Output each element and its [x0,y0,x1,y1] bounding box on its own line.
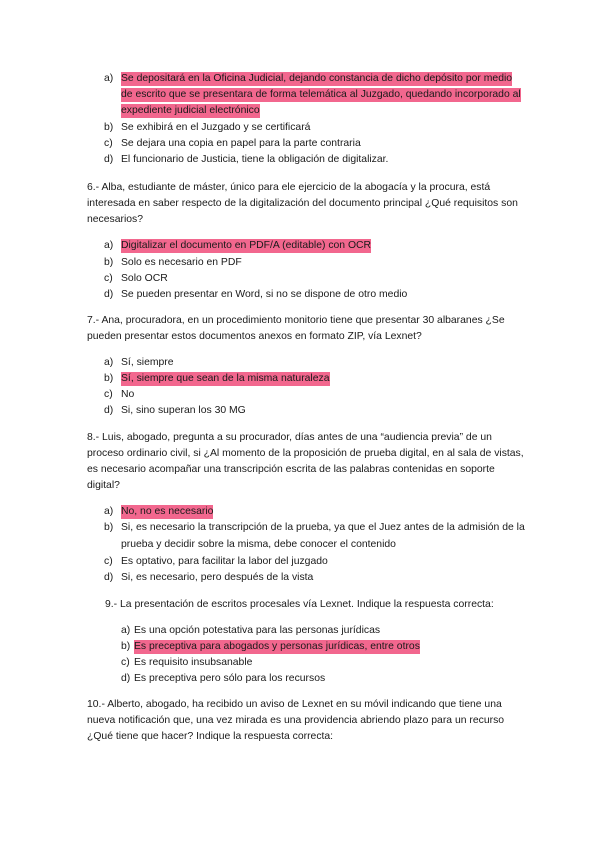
option-text: No, no es necesario [121,506,214,517]
option-letter: b) [104,522,114,533]
question-text-line: 9.- La presentación de escritos procesales vía Lexnet. Indique la respuesta correcta: [105,599,494,610]
option-letter: c) [121,657,130,668]
question-text-line: digital? [87,480,120,491]
option-letter: d) [104,154,114,165]
option-letter: b) [104,257,114,268]
option-text: Se dejara una copia en papel para la parte contraria [121,138,361,149]
option-text: Es preceptiva para abogados y personas jurídicas, entre otros [134,641,420,652]
option-text: Se pueden presentar en Word, si no se dispone de otro medio [121,289,408,300]
option-text: Es una opción potestativa para las personas jurídicas [134,625,381,636]
option-text-line: expediente judicial electrónico [121,105,260,116]
option-text: Sí, siempre [121,357,174,368]
option-text: Se exhibirá en el Juzgado y se certificará [121,122,311,133]
option-text: No [121,389,135,400]
question-text-line: 8.- Luis, abogado, pregunta a su procurador, días antes de una “audiencia previa” de un [87,432,492,443]
option-letter: c) [104,273,113,284]
question-text-line: 10.- Alberto, abogado, ha recibido un aviso de Lexnet en su móvil indicando que tiene una [87,699,502,710]
option-letter: c) [104,389,113,400]
question-text-line: proceso ordinario civil, si ¿Al momento de la proposición de prueba digital, en al sala de vistas, [87,448,524,459]
option-letter: d) [121,673,131,684]
question-text-line: necesarios? [87,214,144,225]
option-text: Si, sino superan los 30 MG [121,405,246,416]
question-text-line: es necesario acompañar una transcripción escrita de las palabras contenidas en soporte [87,464,495,475]
option-text: Es preceptiva pero sólo para los recursos [134,673,326,684]
option-text: Es requisito insubsanable [134,657,253,668]
option-text: El funcionario de Justicia, tiene la obligación de digitalizar. [121,154,389,165]
option-letter: a) [104,240,114,251]
option-letter: b) [121,641,131,652]
option-text-line: Si, es necesario la transcripción de la prueba, ya que el Juez antes de la admisión de la [121,522,525,533]
option-text: Si, es necesario, pero después de la vista [121,572,314,583]
question-text-line: 7.- Ana, procuradora, en un procedimiento monitorio tiene que presentar 30 albaranes ¿Se [87,315,505,326]
question-text-line: 6.- Alba, estudiante de máster, único para ele ejercicio de la abogacía y la procura, está [87,182,491,193]
option-text: Sí, siempre que sean de la misma naturaleza [121,373,330,384]
option-text-line: prueba y decidir sobre la misma, debe conocer el contenido [121,539,396,550]
option-text: Solo es necesario en PDF [121,257,242,268]
question-text-line: pueden presentar estos documentos anexos en formato ZIP, vía Lexnet? [87,331,422,342]
option-letter: a) [104,73,114,84]
option-letter: b) [104,122,114,133]
option-text-line: de escrito que se presentara de forma telemática al Juzgado, quedando incorporado al [121,89,521,100]
option-text: Digitalizar el documento en PDF/A (editable) con OCR [121,240,372,251]
option-text: Solo OCR [121,273,168,284]
question-text-line: ¿Qué tiene que hacer? Indique la respuesta correcta: [87,731,334,742]
option-text-line: Se depositará en la Oficina Judicial, dejando constancia de dicho depósito por medio [121,73,513,84]
option-letter: a) [104,357,114,368]
option-letter: d) [104,572,114,583]
option-text: Es optativo, para facilitar la labor del juzgado [121,556,328,567]
option-letter: c) [104,556,113,567]
option-letter: d) [104,289,114,300]
option-letter: d) [104,405,114,416]
question-text-line: interesada en saber respecto de la digitalización del documento principal ¿Qué requisitos son [87,198,518,209]
question-text-line: nueva notificación que, una vez mirada es una providencia abriendo plazo para un recurso [87,715,505,726]
option-letter: a) [104,506,114,517]
option-letter: a) [121,625,131,636]
option-letter: b) [104,373,114,384]
option-letter: c) [104,138,113,149]
